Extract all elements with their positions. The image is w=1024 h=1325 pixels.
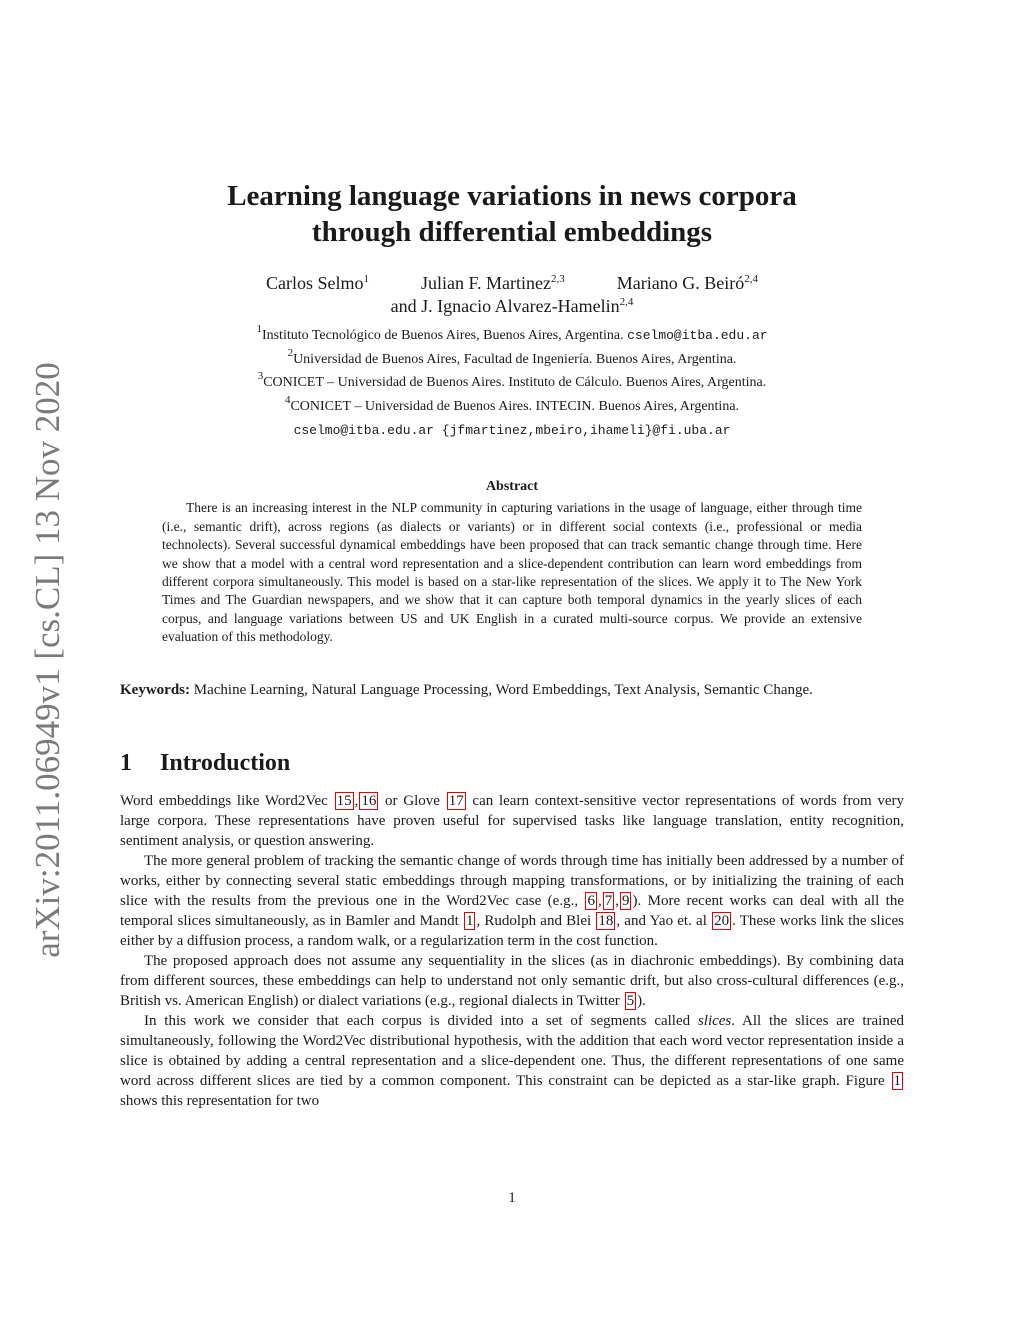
paragraph: Word embeddings like Word2Vec 15 , 16 or Glove 17 can learn context-sensitive vector representations of words from very large corpora. These representations have proven useful for supervised tasks like language translation, entity recognition, sentiment analysis, or question answering.: [120, 793, 905, 849]
figure-reference-link[interactable]: 1: [893, 1073, 901, 1089]
keywords-label: Keywords:: [120, 682, 190, 698]
introduction-body: [120, 791, 904, 1111]
affiliation: $^3$CONICET – Universidad de Buenos Aires. Instituto de Cálculo. Buenos Aires, Argentina.: [257, 370, 767, 390]
affiliation: $^1$Instituto Tecnológico de Buenos Aires, Buenos Aires, Argentina. cselmo@itba.edu.ar: [256, 323, 768, 343]
abstract-heading: Abstract: [485, 479, 539, 494]
paragraph: The more general problem of tracking the semantic change of words through time has initially been addressed by a number of works, either by connecting several static embeddings through mapping transformations, or by initializing the training of each slice with the results from the previous one in the Word2Vec case (e.g., 6 , 7 , 9 ). More recent works can deal with all the temporal slices simultaneously, as in Bamler and Mandt 1 , Rudolph and Blei 18 , and Yao et. al 20 . These works link the slices either by a diffusion process, a random walk, or a regularization term in the cost function.: [120, 853, 905, 949]
citation-link[interactable]: 18: [598, 913, 614, 929]
citation-link[interactable]: 9: [621, 893, 630, 909]
abstract: [162, 478, 862, 647]
author-list: [120, 272, 904, 318]
arxiv-identifier: arXiv:2011.06949v1 [cs.CL] 13 Nov 2020: [28, 362, 67, 958]
citation-link[interactable]: 16: [361, 793, 377, 809]
citation-link[interactable]: 6: [587, 893, 595, 909]
citation-link[interactable]: 15: [336, 793, 352, 809]
author: and J. Ignacio Alvarez-Hamelin$^{2,4}$: [390, 296, 634, 316]
keywords-text: Machine Learning, Natural Language Processing, Word Embeddings, Text Analysis, Semantic Change.: [193, 682, 813, 698]
section-title: Introduction: [160, 750, 291, 776]
affiliation: $^2$Universidad de Buenos Aires, Facultad de Ingeniería. Buenos Aires, Argentina.: [287, 346, 737, 367]
citation-link[interactable]: 7: [604, 893, 613, 909]
citation-link[interactable]: 17: [448, 793, 464, 809]
citation-link[interactable]: 1: [465, 913, 474, 929]
author: Mariano G. Beiró$^{2,4}$: [616, 273, 758, 293]
title-line-2: through differential embeddings: [311, 216, 713, 248]
citation-link[interactable]: 20: [714, 913, 730, 929]
author: Julian F. Martinez$^{2,3}$: [420, 273, 565, 293]
author: Carlos Selmo$^1$: [265, 273, 369, 293]
affiliation: $^4$CONICET – Universidad de Buenos Aires. INTECIN. Buenos Aires, Argentina.: [284, 393, 740, 414]
section-number: 1: [120, 750, 132, 776]
citation-link[interactable]: 5: [626, 993, 635, 1009]
paper-title: [120, 178, 904, 250]
keywords: [120, 680, 904, 700]
title-line-1: Learning language variations in news corpora: [227, 180, 797, 212]
emphasis-slices: slices: [697, 1013, 732, 1029]
paragraph: In this work we consider that each corpus is divided into a set of segments called slices. All the slices are trained simultaneously, following the Word2Vec distributional hypothesis, with the addition that each word vector representation inside a slice is obtained by adding a central representation and a slice-dependent one. Thus, the different representations of one same word across different slices are tied by a common component. This constraint can be depicted as a star-like graph. Figure 1 shows this representation for two: [120, 1013, 904, 1109]
section-heading-introduction: [120, 746, 290, 780]
paragraph: The proposed approach does not assume any sequentiality in the slices (as in diachronic embeddings). By combining data from different sources, these embeddings can help to understand not only semantic drift, but also cross-cultural differences (e.g., British vs. American English) or dialect variations (e.g., regional dialects in Twitter 5 ).: [120, 953, 904, 1009]
affiliation-email[interactable]: cselmo@itba.edu.ar: [627, 328, 768, 343]
page-number: 1: [508, 1190, 516, 1206]
affiliations: [120, 324, 904, 443]
author-emails[interactable]: cselmo@itba.edu.ar {jfmartinez,mbeiro,ihameli}@fi.uba.ar: [293, 423, 731, 438]
abstract-text: There is an increasing interest in the NLP community in capturing variations in the usage of language, either through time (i.e., semantic drift), across regions (as dialects or variants) or in different social contexts (i.e., professional or media technolects). Several successful dynamical embeddings have been proposed that can track semantic change through time. Here we show that a model with a central word representation and a slice-dependent contribution can learn word embeddings from different corpora simultaneously. This model is based on a star-like representation of the slices. We apply it to The New York Times and The Guardian newspapers, and we show that it can capture both temporal dynamics in the yearly slices of each corpus, and language variations between US and UK English in a curated multi-source corpus. We provide an extensive evaluation of this methodology.: [162, 500, 862, 645]
